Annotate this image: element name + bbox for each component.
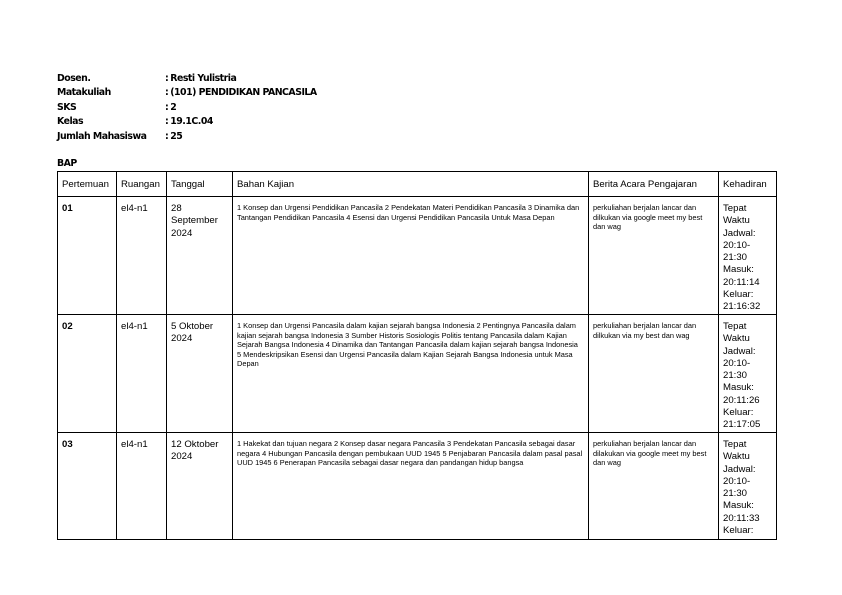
- cell-pertemuan: 01: [58, 197, 117, 315]
- info-label: SKS: [57, 101, 77, 113]
- info-row-dosen: [57, 71, 317, 86]
- column-header-tanggal: Tanggal: [167, 172, 233, 197]
- info-label: Kelas: [57, 116, 84, 128]
- info-separator: :: [165, 116, 169, 128]
- info-separator: :: [165, 130, 169, 142]
- cell-tanggal: 5 Oktober 2024: [167, 315, 233, 433]
- info-label: Matakuliah: [57, 87, 111, 99]
- info-label: Jumlah Mahasiswa: [57, 130, 147, 142]
- info-value: 2: [170, 101, 177, 113]
- info-value: 25: [170, 130, 183, 142]
- cell-berita-acara: perkuliahan berjalan lancar dan dilkukan via my best dan wag: [589, 315, 719, 433]
- cell-tanggal: 28 September 2024: [167, 197, 233, 315]
- column-header-ruangan: Ruangan: [117, 172, 167, 197]
- info-row-matakuliah: [57, 86, 317, 101]
- column-header-pertemuan: Pertemuan: [58, 172, 117, 197]
- table-header-row: [58, 172, 777, 197]
- cell-ruangan: el4-n1: [117, 315, 167, 433]
- info-separator: :: [165, 101, 169, 113]
- info-separator: :: [165, 87, 169, 99]
- column-header-berita-acara: Berita Acara Pengajaran: [589, 172, 719, 197]
- info-row-jumlah-mahasiswa: [57, 129, 317, 144]
- table-row: [58, 315, 777, 433]
- info-value: (101) PENDIDIKAN PANCASILA: [170, 87, 317, 99]
- info-value: 19.1C.04: [170, 116, 213, 128]
- cell-kehadiran: Tepat Waktu Jadwal: 20:10-21:30 Masuk: 20:11:33 Keluar:: [719, 433, 777, 540]
- column-header-kehadiran: Kehadiran: [719, 172, 777, 197]
- cell-kehadiran: Tepat Waktu Jadwal: 20:10-21:30 Masuk: 20:11:14 Keluar: 21:16:32: [719, 197, 777, 315]
- table-row: [58, 433, 777, 540]
- info-row-sks: [57, 100, 317, 115]
- cell-berita-acara: perkuliahan berjalan lancar dan dilkukan via google meet my best dan wag: [589, 197, 719, 315]
- info-row-kelas: [57, 115, 317, 130]
- info-separator: :: [165, 72, 169, 84]
- cell-kehadiran: Tepat Waktu Jadwal: 20:10-21:30 Masuk: 20:11:26 Keluar: 21:17:05: [719, 315, 777, 433]
- cell-bahan-kajian: 1 Konsep dan Urgensi Pancasila dalam kajian sejarah bangsa Indonesia 2 Pentingnya Pancasila dalam kajian sejarah bangsa Indonesia 3 Sumber Historis Sosiologis Politis tentang Pancasila dalam Kajian Sejarah Bangsa Indonesia 4 Dinamika dan Tantangan Pancasila dalam kajian sejarah bangsa Indonesia 5 Mendeskripsikan Esensi dan Urgensi Pancasila dalam Kajian Sejarah Bangsa Indonesia untuk Masa Depan: [233, 315, 589, 433]
- cell-bahan-kajian: 1 Hakekat dan tujuan negara 2 Konsep dasar negara Pancasila 3 Pendekatan Pancasila sebagai dasar negara 4 Hubungan Pancasila dengan pembukaan UUD 1945 5 Penjabaran Pancasila dalam pasal pasal UUD 1945 6 Penerapan Pancasila sebagai dasar negara dan pandangan hidup bangsa: [233, 433, 589, 540]
- info-label: Dosen.: [57, 72, 91, 84]
- cell-pertemuan: 02: [58, 315, 117, 433]
- bap-table: [57, 171, 777, 540]
- cell-ruangan: el4-n1: [117, 197, 167, 315]
- info-value: Resti Yulistria: [170, 72, 237, 84]
- cell-bahan-kajian: 1 Konsep dan Urgensi Pendidikan Pancasila 2 Pendekatan Materi Pendidikan Pancasila 3 Dinamika dan Tantangan Pendidikan Pancasila 4 Esensi dan Urgensi Pendidikan Pancasila Untuk Masa Depan: [233, 197, 589, 315]
- column-header-bahan-kajian: Bahan Kajian: [233, 172, 589, 197]
- cell-tanggal: 12 Oktober 2024: [167, 433, 233, 540]
- table-row: [58, 197, 777, 315]
- course-info-header: [57, 71, 317, 144]
- cell-pertemuan: 03: [58, 433, 117, 540]
- cell-ruangan: el4-n1: [117, 433, 167, 540]
- section-title: BAP: [57, 158, 77, 169]
- cell-berita-acara: perkuliahan berjalan lancar dan dilakukan via google meet my best dan wag: [589, 433, 719, 540]
